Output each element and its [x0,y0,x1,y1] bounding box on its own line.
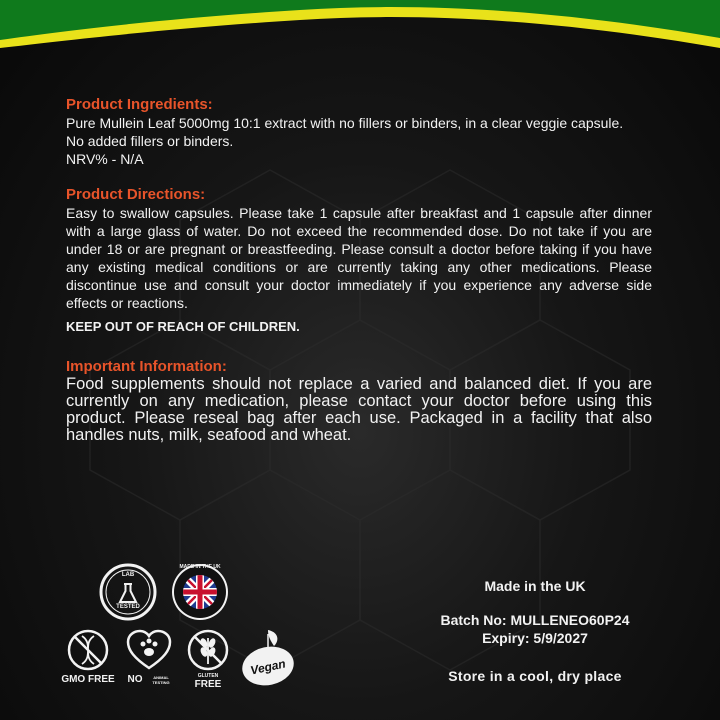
no-animal-testing-badge [124,628,174,688]
ingredients-heading: Product Ingredients: [66,96,213,113]
important-heading: Important Information: [66,358,227,375]
directions-text: Easy to swallow capsules. Please take 1 capsule after breakfast and 1 capsule after dinner with a large glass of water. Do not exceed the recommended dose. Do not take if you are under 18 or are pregnant or breastfeeding. Please consult a doctor before taking if you have any existing medical conditions or are currently taking any other medications. Please discontinue use and consult your doctor immediately if you experience any adverse side effects or reactions. [66,205,652,311]
gluten-small-label: GLUTEN [197,673,219,679]
vegan-label: Vegan [249,656,287,678]
heart-paw-icon [124,628,174,672]
uk-badge-label: MADE IN THE UK [179,564,221,570]
made-in-uk-badge [170,562,230,622]
animal-testing-label: ANIMAL TESTING [152,675,170,685]
no-label: NO [127,674,143,685]
lab-flask-icon [98,562,158,622]
dna-prohibited-icon [64,628,112,672]
gmo-free-badge [61,628,115,688]
vegan-badge [238,626,298,688]
batch-number: Batch No: MULLENEO60P24 [440,612,630,628]
gluten-free-badge [184,628,232,692]
uk-flag-icon [170,562,230,622]
made-in-uk-text: Made in the UK [484,578,586,594]
wheat-prohibited-icon [184,628,232,672]
ingredients-line-2: No added fillers or binders. [66,133,234,149]
directions-heading: Product Directions: [66,186,206,203]
lab-tested-badge [98,562,158,622]
lab-top-label: LAB [121,572,135,578]
ingredients-line-3: NRV% - N/A [66,151,144,167]
expiry-date: Expiry: 5/9/2027 [482,630,588,646]
important-text: Food supplements should not replace a varied and balanced diet. If you are currently on any medication, please contact your doctor before using this product. Please reseal bag after each use. Packaged in a facility that also handles nuts, milk, seafood and wheat. [66,375,652,444]
gluten-free-label: FREE [194,679,222,690]
children-warning: KEEP OUT OF REACH OF CHILDREN. [66,319,300,334]
label-text-content [66,96,652,444]
gmo-free-label: GMO FREE [61,674,115,685]
ingredients-line-1: Pure Mullein Leaf 5000mg 10:1 extract with no fillers or binders, in a clear veggie capsule. [66,115,624,131]
storage-instructions: Store in a cool, dry place [448,668,622,684]
top-wave-banner [0,0,720,70]
lab-bottom-label: TESTED [116,604,140,610]
